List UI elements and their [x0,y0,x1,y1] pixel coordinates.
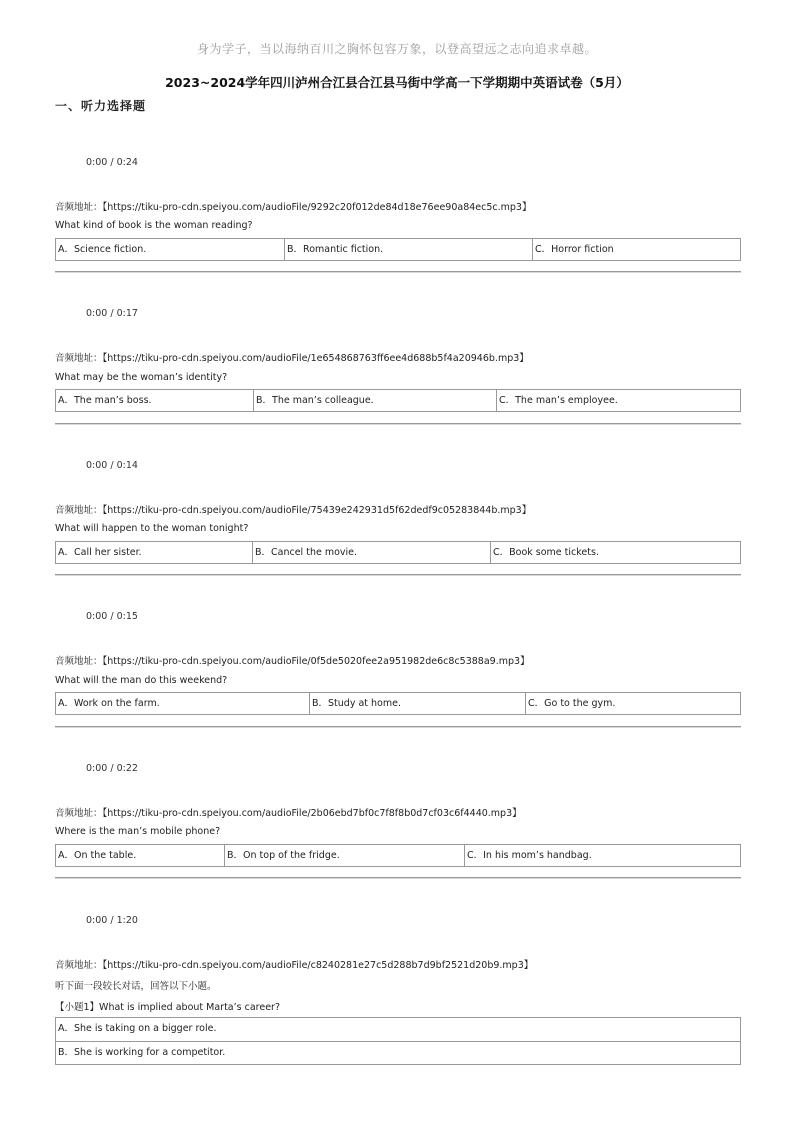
audio-player-time[interactable]: 0:00 / 1:20 [86,915,138,926]
option-b[interactable]: B．She is working for a competitor. [56,1041,740,1064]
option-c[interactable]: C．The man’s employee. [496,390,740,411]
option-b[interactable]: B．The man’s colleague. [253,390,496,411]
section-heading: 一、听力选择题 [55,99,147,113]
option-c[interactable]: C．Horror fiction [532,239,740,260]
options-row [55,692,741,715]
exam-title: 2023~2024学年四川泸州合江县合江县马街中学高一下学期期中英语试卷（5月） [165,75,629,90]
options-row [55,389,741,412]
audio-url[interactable]: 音频地址：【https://tiku-pro-cdn.speiyou.com/audioFile/0f5de5020fee2a951982de6c8c5388a9.mp3】 [55,656,530,667]
instruction-text: 听下面一段较长对话，回答以下小题。 [55,981,217,992]
option-b[interactable]: B．Study at home. [309,693,525,714]
option-c[interactable]: C．Go to the gym. [525,693,740,714]
question-divider [55,877,741,879]
option-a[interactable]: A．On the table. [58,850,137,861]
question-text: What will happen to the woman tonight? [55,523,249,534]
audio-url[interactable]: 音频地址：【https://tiku-pro-cdn.speiyou.com/audioFile/2b06ebd7bf0c7f8f8b0d7cf03c6f4440.mp3】 [55,808,522,819]
option-c[interactable]: C．Book some tickets. [490,542,740,563]
audio-url[interactable]: 音频地址：【https://tiku-pro-cdn.speiyou.com/audioFile/1e654868763ff6ee4d688b5f4a20946b.mp3】 [55,353,529,364]
audio-url[interactable]: 音频地址：【https://tiku-pro-cdn.speiyou.com/audioFile/9292c20f012de84d18e76ee90a84ec5c.mp3】 [55,202,532,213]
option-a[interactable]: A．Call her sister. [58,547,142,558]
option-c[interactable]: C．In his mom’s handbag. [464,845,740,866]
question-text: What kind of book is the woman reading? [55,220,253,231]
options-row [55,844,741,867]
sub-question-text: 【小题1】What is implied about Marta’s career? [55,1002,280,1013]
question-divider [55,574,741,576]
options-row [55,541,741,564]
option-b[interactable]: B．On top of the fridge. [224,845,464,866]
option-b[interactable]: B．Cancel the movie. [252,542,490,563]
option-a[interactable]: A．The man’s boss. [58,395,152,406]
options-row [55,238,741,261]
option-a[interactable]: A．She is taking on a bigger role. [58,1023,217,1034]
page-motto: 身为学子，当以海纳百川之胸怀包容万象，以登高望远之志向追求卓越。 [196,42,597,56]
question-divider [55,271,741,273]
audio-player-time[interactable]: 0:00 / 0:14 [86,460,138,471]
audio-player-time[interactable]: 0:00 / 0:17 [86,308,138,319]
options-list [55,1017,741,1065]
question-text: What may be the woman’s identity? [55,372,228,383]
question-text: What will the man do this weekend? [55,675,228,686]
audio-player-time[interactable]: 0:00 / 0:15 [86,611,138,622]
audio-url[interactable]: 音频地址：【https://tiku-pro-cdn.speiyou.com/audioFile/75439e242931d5f62dedf9c05283844b.mp3】 [55,505,532,516]
audio-player-time[interactable]: 0:00 / 0:22 [86,763,138,774]
option-a[interactable]: A．Work on the farm. [58,698,160,709]
audio-player-time[interactable]: 0:00 / 0:24 [86,157,138,168]
option-b[interactable]: B．Romantic fiction. [284,239,532,260]
question-divider [55,726,741,728]
question-divider [55,423,741,425]
audio-url[interactable]: 音频地址：【https://tiku-pro-cdn.speiyou.com/audioFile/c8240281e27c5d288b7d9bf2521d20b9.mp3】 [55,960,534,971]
question-text: Where is the man’s mobile phone? [55,826,221,837]
option-a[interactable]: A．Science fiction. [58,244,147,255]
